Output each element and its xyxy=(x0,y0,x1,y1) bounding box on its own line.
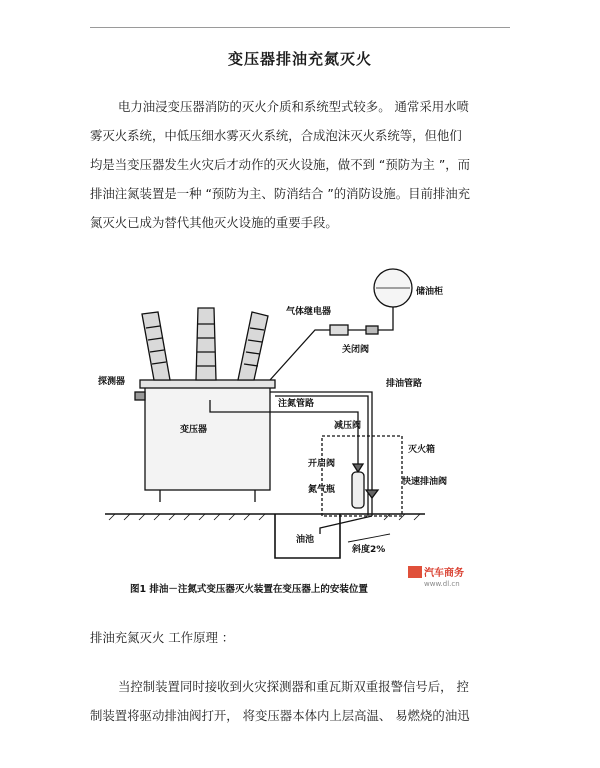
label-shutoff-valve: 关闭阀 xyxy=(342,345,370,355)
label-nitrogen-pipe: 注氮管路 xyxy=(278,399,315,409)
nitrogen-bottle xyxy=(352,472,364,508)
document-title: 变压器排油充氮灭火 xyxy=(227,50,372,68)
label-nitrogen-bottle: 氮气瓶 xyxy=(308,485,336,495)
intro-line-4: 排油注氮装置是一种 “预防为主、防消结合 ”的消防设施。目前排油充 xyxy=(90,186,471,201)
conservator-pipe xyxy=(270,330,330,380)
label-pressure-reducing-valve: 减压阀 xyxy=(334,421,362,431)
gas-relay xyxy=(330,325,348,335)
intro-paragraph xyxy=(90,92,510,237)
principle-paragraph xyxy=(90,672,510,730)
label-oil-conservator: 储油柜 xyxy=(416,287,444,297)
header-rule xyxy=(90,27,510,28)
svg-text:汽车商务: 汽车商务 xyxy=(424,568,464,579)
label-detector: 探测器 xyxy=(98,377,126,387)
bushing-middle xyxy=(196,308,216,380)
shutoff-valve xyxy=(366,326,378,334)
label-oil-pool: 油池 xyxy=(296,535,315,545)
label-quick-drain-valve: 快速排油阀 xyxy=(402,477,448,487)
intro-line-5: 氮灭火已成为替代其他灭火设施的重要手段。 xyxy=(90,215,338,230)
label-open-valve: 开启阀 xyxy=(308,459,336,469)
pressure-reducing-valve xyxy=(353,464,363,472)
section-heading: 排油充氮灭火 工作原理 ： xyxy=(90,630,235,645)
intro-line-1: 电力油浸变压器消防的灭火介质和系统型式较多。 通常采用水喷 xyxy=(118,99,469,114)
watermark-logo xyxy=(408,566,464,588)
label-gas-relay: 气体继电器 xyxy=(286,307,332,317)
watermark-url: www.dl.cn xyxy=(424,580,460,588)
intro-line-3: 均是当变压器发生火灾后才动作的灭火设施，做不到 “预防为主 ”，而 xyxy=(90,157,471,172)
bushing-left xyxy=(142,312,170,380)
label-drain-pipe: 排油管路 xyxy=(386,379,423,389)
transformer-diagram xyxy=(90,268,510,608)
principle-line-2: 制装置将驱动排油阀打开， 将变压器本体内上层高温、 易燃烧的油迅 xyxy=(90,708,470,723)
bushing-right xyxy=(238,312,268,380)
label-slope: 斜度2% xyxy=(352,545,386,555)
figure-caption: 图1 排油－注氮式变压器灭火装置在变压器上的安装位置 xyxy=(130,584,368,595)
label-transformer: 变压器 xyxy=(180,425,208,435)
principle-line-1: 当控制装置同时接收到火灾探测器和重瓦斯双重报警信号后， 控 xyxy=(118,679,469,694)
label-fire-box: 灭火箱 xyxy=(408,445,436,455)
intro-line-2: 雾灭火系统，中低压细水雾灭火系统，合成泡沫灭火系统等，但他们 xyxy=(90,128,462,143)
detector xyxy=(135,392,145,400)
transformer-tank xyxy=(145,386,270,490)
